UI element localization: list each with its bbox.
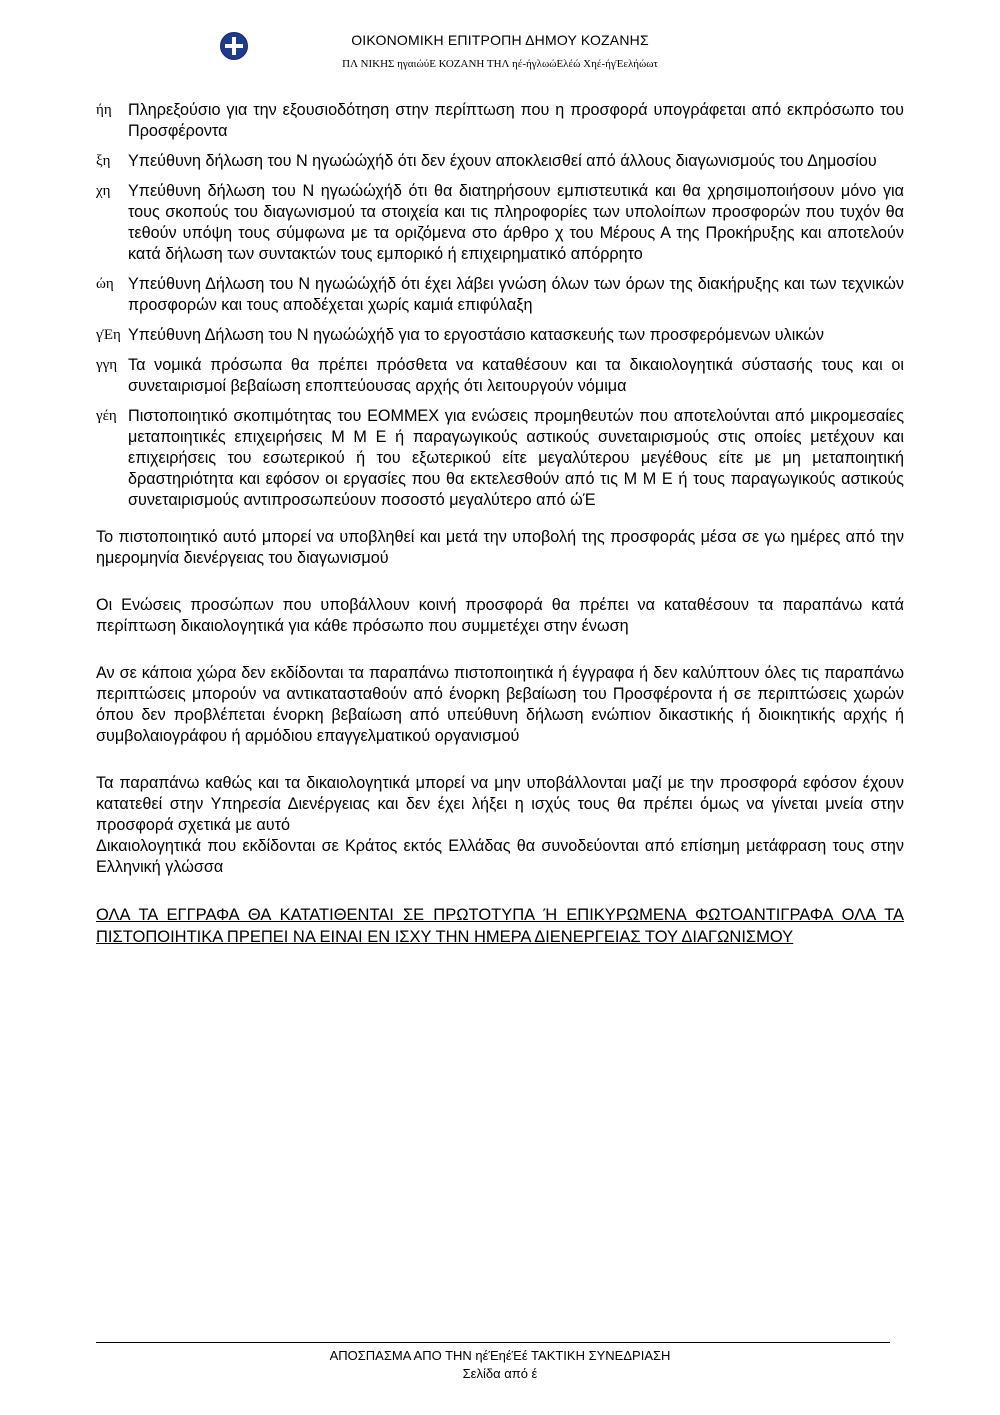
item-text: Πληρεξούσιο για την εξουσιοδότηση στην περίπτωση που η προσφορά υπογράφεται από εκπρόσωπο του Προσφέροντα	[128, 101, 904, 140]
list-item	[96, 151, 904, 172]
list-item	[96, 406, 904, 511]
item-text: Υπεύθυνη Δήλωση του Ν ηγωώώχήδ για το εργοστάσιο κατασκευής των προσφερόμενων υλικών	[128, 326, 824, 344]
item-number: ήη	[96, 102, 112, 118]
footer-divider	[96, 1342, 890, 1343]
item-text: Τα νομικά πρόσωπα θα πρέπει πρόσθετα να καταθέσουν και τα δικαιολογητικά σύστασής τους και οι συνεταιρισμοί βεβαίωση εποπτεύουσας αρχής ότι λειτουργούν νόμιμα	[128, 356, 904, 395]
list-item	[96, 100, 904, 142]
item-number: γγη	[96, 357, 118, 373]
list-item	[96, 355, 904, 397]
item-text: Υπεύθυνη Δήλωση του Ν ηγωώώχήδ ότι έχει λάβει γνώση όλων των όρων της διακήρυξης και των τεχνικών προσφορών και τους αποδέχεται χωρίς καμιά επιφύλαξη	[128, 275, 904, 314]
foreign-documents-paragraph: Αν σε κάποια χώρα δεν εκδίδονται τα παραπάνω πιστοποιητικά ή έγγραφα ή δεν καλύπτουν όλες τις παραπάνω περιπτώσεις μπορούν να αντικατασταθούν από ένορκη βεβαίωση του Προσφέροντα ή σε περιπτώσεις χωρών όπου δεν προβλέπεται ένορκη βεβαίωση από υπεύθυνη δήλωση ενώπιον δικαστικής ή διοικητικής αρχής ή συμβολαιογράφου ή αρμόδιου επαγγελματικού οργανισμού	[96, 664, 904, 745]
item-text: Υπεύθυνη δήλωση του Ν ηγωώώχήδ ότι θα διατηρήσουν εμπιστευτικά και θα χρησιμοποιήσουν μόνο για τους σκοπούς του διαγωνισμού τα στοιχεία και τις πληροφορίες των υπολοίπων προσφορών που τυχόν θα τεθούν υπόψη τους σύμφωνα με τα οριζόμενα στο άρθρο χ του Μέρους Α της Προκήρυξης και αποτελούν κατά δήλωση των συντακτών τους εμπορικό ή επιχειρηματικό απόρρητο	[128, 182, 904, 263]
translation-paragraph: Δικαιολογητικά που εκδίδονται σε Κράτος εκτός Ελλάδας θα συνοδεύονται από επίσημη μετάφραση τους στην Ελληνική γλώσσα	[96, 837, 904, 876]
item-number: γέη	[96, 408, 117, 424]
page-header	[0, 28, 1000, 70]
item-number: ξη	[96, 153, 111, 169]
footer-title: ΑΠΟΣΠΑΣΜΑ ΑΠΟ ΤΗΝ ηέΈηέΈέ ΤΑΚΤΙΚΗ ΣΥΝΕΔΡΙΑΣΗ	[329, 1348, 671, 1363]
previously-filed-paragraph: Τα παραπάνω καθώς και τα δικαιολογητικά μπορεί να μην υποβάλλονται μαζί με την προσφορά εφόσον έχουν κατατεθεί στην Υπηρεσία Διενέργειας και δεν έχει λήξει η ισχύς τους θα πρέπει όμως να γίνεται μνεία στην προσφορά σχετικά με αυτό	[96, 774, 904, 834]
page-footer	[0, 1347, 1000, 1383]
document-body	[96, 100, 904, 974]
item-text: Πιστοποιητικό σκοπιμότητας του ΕΟΜΜΕΧ για ενώσεις προμηθευτών που αποτελούνται από μικρομεσαίες μεταποιητικές επιχειρήσεις Μ Μ Ε ή παραγωγικούς αστικούς συνεταιρισμούς στις οποίες μετέχουν και επιχειρήσεις του εσωτερικού ή του εξωτερικού είτε μεγαλύτερου μεγέθους είτε με μη μεταποιητική δραστηριότητα και εφόσον οι εργασίες που θα εκτελεσθούν από τις Μ Μ Ε ή τους παραγωγικούς αστικούς συνεταιρισμούς αντιπροσωπεύουν ποσοστό μεγαλύτερο από ώΈ	[128, 407, 904, 509]
item-number: γΈη	[96, 327, 121, 343]
header-subtitle: ΠΛ ΝΙΚΗΣ ηγαιώύΕ ΚΟΖΑΝΗ ΤΗΛ ηέ-ήγλωώΕλέώ Χηέ-ήγΈελήώωτ	[342, 58, 658, 70]
item-number: χη	[96, 183, 111, 199]
national-emblem-icon	[220, 32, 248, 60]
list-item	[96, 325, 904, 346]
certificate-note-paragraph: Το πιστοποιητικό αυτό μπορεί να υποβληθεί και μετά την υποβολή της προσφοράς μέσα σε γω ημέρες από την ημερομηνία διενέργειας του διαγωνισμού	[96, 528, 904, 567]
page-number: Σελίδα από έ	[462, 1366, 538, 1381]
header-title: ΟΙΚΟΝΟΜΙΚΗ ΕΠΙΤΡΟΠΗ ΔΗΜΟΥ ΚΟΖΑΝΗΣ	[351, 32, 649, 48]
originals-notice: ΟΛΑ ΤΑ ΕΓΓΡΑΦΑ ΘΑ ΚΑΤΑΤΙΘΕΝΤΑΙ ΣΕ ΠΡΩΤΟΤΥΠΑ Ή ΕΠΙΚΥΡΩΜΕΝΑ ΦΩΤΟΑΝΤΙΓΡΑΦΑ ΟΛΑ ΤΑ ΠΙΣΤΟΠΟΙΗΤΙΚΑ ΠΡΕΠΕΙ ΝΑ ΕΙΝΑΙ ΕΝ ΙΣΧΥ ΤΗΝ ΗΜΕΡΑ ΔΙΕΝΕΡΓΕΙΑΣ ΤΟΥ ΔΙΑΓΩΝΙΣΜΟΥ	[96, 906, 904, 946]
list-item	[96, 181, 904, 265]
item-text: Υπεύθυνη δήλωση του Ν ηγωώώχήδ ότι δεν έχουν αποκλεισθεί από άλλους διαγωνισμούς του Δημοσίου	[128, 152, 877, 170]
item-number: ώη	[96, 276, 114, 292]
list-item	[96, 274, 904, 316]
joint-bid-paragraph: Οι Ενώσεις προσώπων που υποβάλλουν κοινή προσφορά θα πρέπει να καταθέσουν τα παραπάνω κατά περίπτωση δικαιολογητικά για κάθε πρόσωπο που συμμετέχει στην ένωση	[96, 596, 904, 635]
